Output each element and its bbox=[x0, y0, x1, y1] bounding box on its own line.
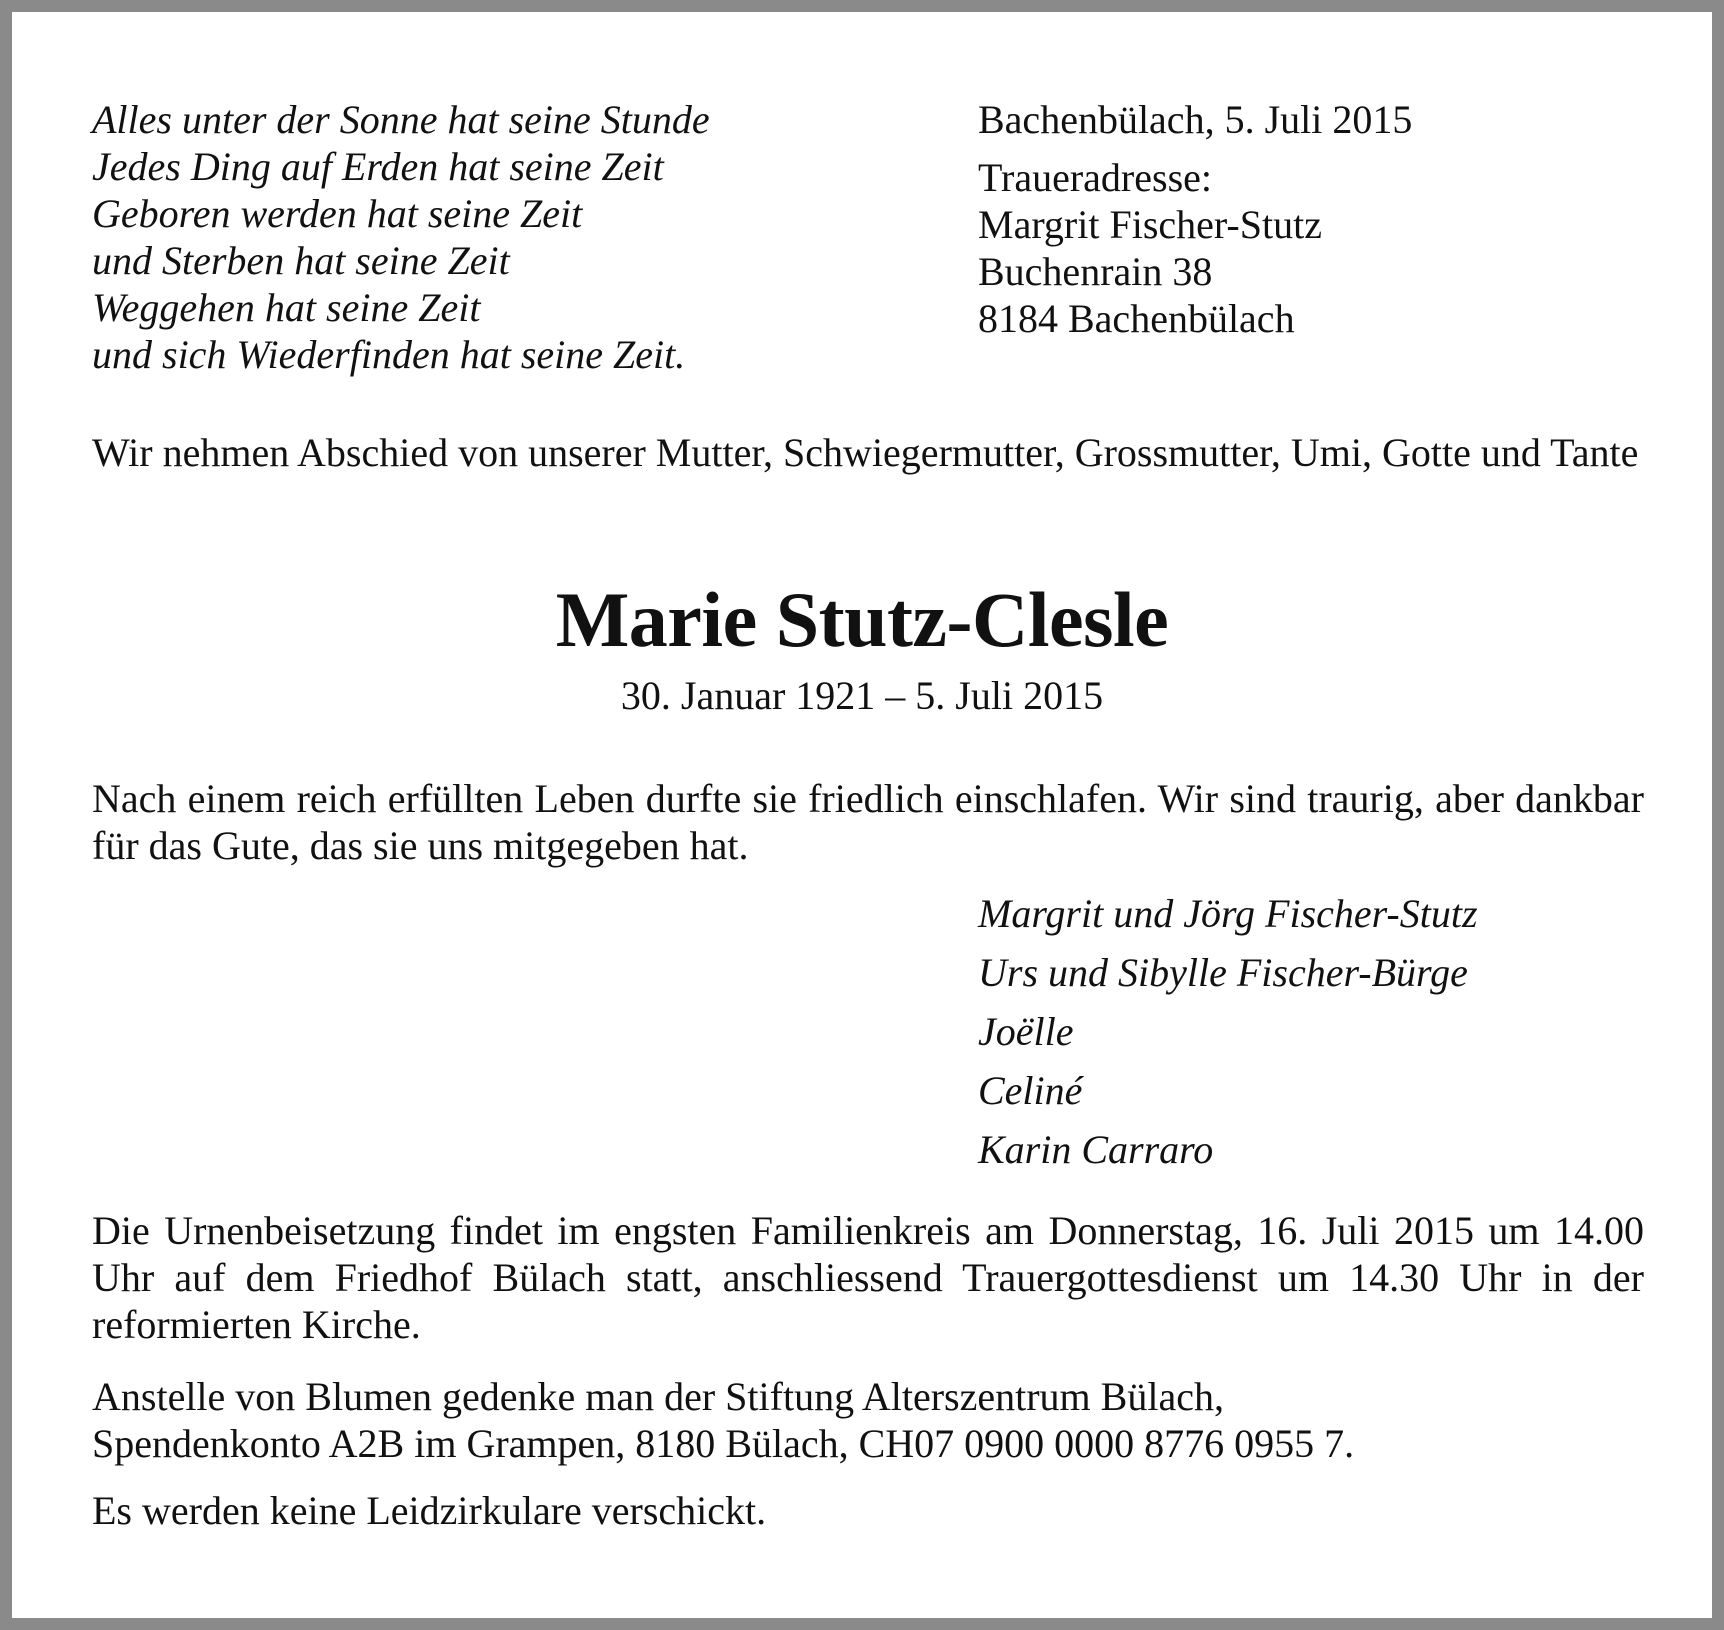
address-street: Buchenrain 38 bbox=[978, 249, 1213, 294]
signer: Margrit und Jörg Fischer-Stutz bbox=[978, 891, 1478, 936]
address-name: Margrit Fischer-Stutz bbox=[978, 202, 1322, 247]
signers-list bbox=[978, 890, 1478, 1185]
donation-line: Spendenkonto A2B im Grampen, 8180 Bülach, CH07 0900 0000 8776 0955 7. bbox=[92, 1421, 1355, 1466]
gratitude-paragraph: Nach einem reich erfüllten Leben durfte sie friedlich einschlafen. Wir sind traurig, aber dankbar für das Gute, das sie uns mitgegeben hat. bbox=[92, 776, 1644, 868]
poem bbox=[92, 96, 932, 378]
farewell-paragraph: Wir nehmen Abschied von unserer Mutter, Schwiegermutter, Grossmutter, Umi, Gotte und Tante bbox=[92, 430, 1639, 475]
poem-line: und sich Wiederfinden hat seine Zeit. bbox=[92, 332, 686, 377]
obituary-notice bbox=[12, 12, 1712, 1618]
donation-line: Anstelle von Blumen gedenke man der Stiftung Alterszentrum Bülach, bbox=[92, 1374, 1224, 1419]
address-label: Traueradresse: bbox=[978, 155, 1213, 200]
signer: Celiné bbox=[978, 1068, 1083, 1113]
poem-line: Jedes Ding auf Erden hat seine Zeit bbox=[92, 144, 664, 189]
signer: Karin Carraro bbox=[978, 1127, 1214, 1172]
lifespan: 30. Januar 1921 – 5. Juli 2015 bbox=[620, 673, 1104, 718]
mourning-address bbox=[978, 96, 1658, 342]
donation-paragraph bbox=[92, 1373, 1652, 1467]
deceased-name: Marie Stutz-Clesle bbox=[555, 576, 1169, 663]
place-date: Bachenbülach, 5. Juli 2015 bbox=[978, 97, 1413, 142]
address-city: 8184 Bachenbülach bbox=[978, 296, 1295, 341]
signer: Joëlle bbox=[978, 1009, 1074, 1054]
poem-line: Geboren werden hat seine Zeit bbox=[92, 191, 583, 236]
signer: Urs und Sibylle Fischer-Bürge bbox=[978, 950, 1468, 995]
poem-line: Weggehen hat seine Zeit bbox=[92, 285, 481, 330]
poem-line: und Sterben hat seine Zeit bbox=[92, 238, 510, 283]
poem-line: Alles unter der Sonne hat seine Stunde bbox=[92, 97, 710, 142]
closing-note: Es werden keine Leidzirkulare verschickt. bbox=[92, 1488, 767, 1533]
burial-paragraph: Die Urnenbeisetzung findet im engsten Familienkreis am Donnerstag, 16. Juli 2015 um 14.00 Uhr auf dem Friedhof Bülach statt, anschliessend Trauergottesdienst um 14.30 Uhr in der reformierten Kirche. bbox=[92, 1208, 1644, 1347]
